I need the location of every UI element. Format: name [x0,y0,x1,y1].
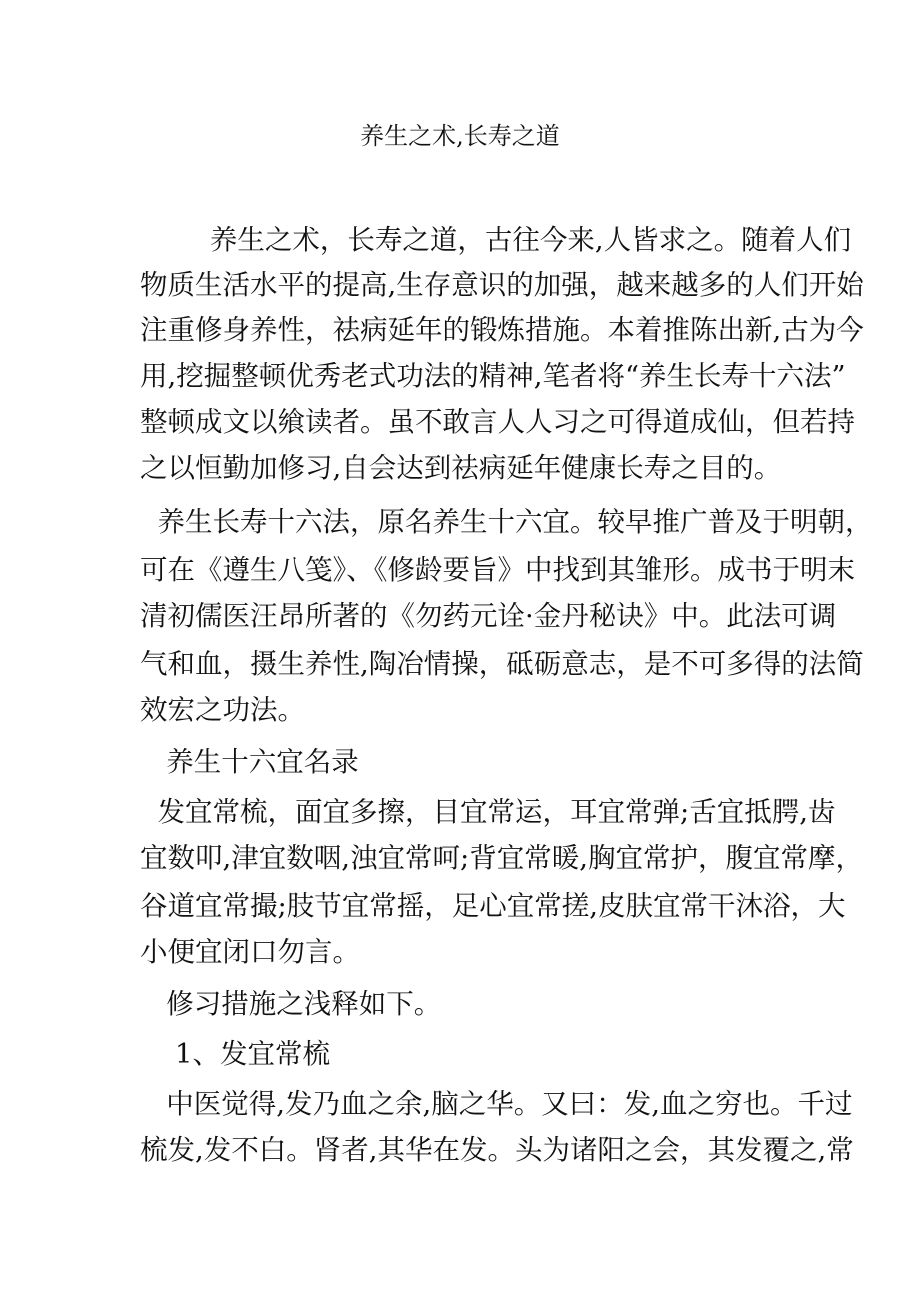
paragraph-line: 物质生活水平的提高,生存意识的加强，越来越多的人们开始 [140,269,864,301]
paragraph-line: 可在《遵生八笺》、《修龄要旨》中找到其雏形。成书于明末 [140,554,855,586]
paragraph-line: 中医觉得,发乃血之余,脑之华。又曰：发,血之穷也。千过 [140,1088,853,1120]
section-heading: 1、发宜常梳 [140,1038,330,1070]
paragraph-line: 养生长寿十六法，原名养生十六宜。较早推广普及于明朝， [140,506,873,538]
paragraph-line: 气和血，摄生养性,陶冶情操，砥砺意志，是不可多得的法简 [140,648,864,680]
paragraph-line: 梳发,发不白。肾者,其华在发。头为诸阳之会，其发覆之,常 [140,1134,854,1166]
paragraph-line: 养生之术，长寿之道，古往今来,人皆求之。随着人们 [140,224,852,256]
paragraph-line: 效宏之功法。 [140,694,305,726]
paragraph-line: 整顿成文以飨读者。虽不敢言人人习之可得道成仙，但若持 [140,406,855,438]
paragraph-line: 注重修身养性，祛病延年的锻炼措施。本着推陈出新,古为今 [140,314,864,346]
document-title: 养生之术,长寿之道 [360,122,560,150]
paragraph-line: 宜数叩,津宜数咽,浊宜常呵;背宜常暖,胸宜常护，腹宜常摩， [140,842,863,874]
paragraph-line: 用,挖掘整顿优秀老式功法的精神,笔者将“养生长寿十六法” [140,360,846,392]
paragraph-line: 谷道宜常撮;肢节宜常摇，足心宜常搓,皮肤宜常干沐浴，大 [140,890,846,922]
section-heading: 养生十六宜名录 [140,746,359,778]
paragraph-line: 之以恒勤加修习,自会达到祛病延年健康长寿之目的。 [140,452,782,484]
paragraph-line: 修习措施之浅释如下。 [140,988,442,1020]
paragraph-line: 清初儒医汪昂所著的《勿药元诠·金丹秘诀》中。此法可调 [140,600,837,632]
paragraph-line: 小便宜闭口勿言。 [140,936,360,968]
paragraph-line: 发宜常梳，面宜多擦，目宜常运，耳宜常弹;舌宜抵腭,齿 [140,796,836,828]
